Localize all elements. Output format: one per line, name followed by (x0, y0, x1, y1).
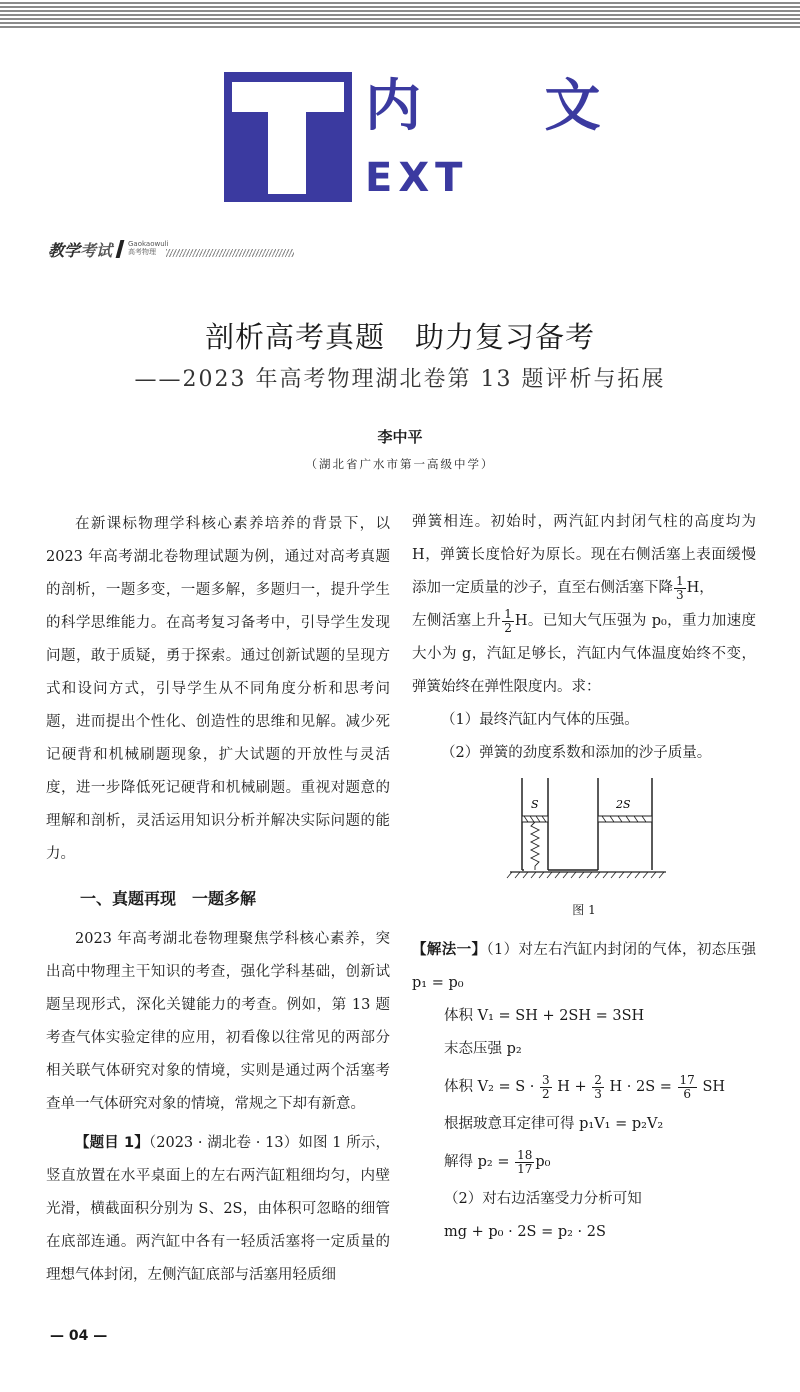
column-title-en: EXT (365, 155, 469, 201)
problem-continued (412, 506, 756, 605)
label-2s: 2S (616, 798, 631, 811)
question-1: （1）最终汽缸内气体的压强。 (441, 712, 639, 728)
section-tag-sub-cn: 高考物理 (128, 248, 156, 256)
section-tag-hatch (166, 249, 294, 257)
frac-den: 6 (683, 1086, 691, 1101)
eq-v2-part-b: H + (557, 1079, 587, 1095)
eq-force: mg + p₀ · 2S = p₂ · 2S (444, 1224, 606, 1240)
column-title: 内 文 (365, 74, 653, 139)
solution-intro: （1）对左右汽缸内封闭的气体，初态压强 p₁ = p₀ (412, 942, 756, 991)
section-tag-divider (116, 240, 125, 258)
frac-den: 3 (676, 587, 684, 602)
problem-cont-text-b: H， (686, 580, 714, 596)
solution-label: 【解法一】 (412, 942, 487, 958)
section-heading: 一、真题再现 一题多解 (80, 889, 257, 908)
section-tag-label (48, 238, 112, 261)
frac-den: 2 (542, 1086, 550, 1101)
fraction-one-half (502, 608, 514, 635)
section-tag-sub-en: Gaokaowuli (128, 240, 169, 248)
section-paragraph: 2023 年高考湖北卷物理聚焦学科核心素养，突出高中物理主干知识的考查，强化学科基础，创新试题呈现形式，深化关键能力的考查。例如，第 13 题考查气体实验定律的应用，初看像以往常见的两部分相关联气体研究对象的情境，实则是通过两个活塞考查单一气体研究对象的情境，常规之下却有新意。 (46, 931, 390, 1112)
frac-den: 2 (504, 620, 512, 635)
page-number: — 04 — (50, 1328, 108, 1344)
problem-continued-2 (412, 605, 756, 704)
figure-caption: 图 1 (572, 903, 596, 917)
frac-num: 1 (676, 573, 684, 588)
eq-pressure-2: 末态压强 p₂ (444, 1041, 522, 1057)
intro-paragraph: 在新课标物理学科核心素养培养的背景下，以2023 年高考湖北卷物理试题为例，通过对高考真题的剖析，一题多变，一题多解，多题归一，提升学生的科学思维能力。在高考复习备考中，引导学生发现问题，敢于质疑，勇于探索。通过创新试题的呈现方式和设问方式，引导学生从不同角度分析和思考问题，进而提出个性化、创造性的思维和见解。减少死记硬背和机械刷题现象，扩大试题的开放性与灵活度，进一步降低死记硬背和机械刷题。重视对题意的理解和剖析，灵活运用知识分析并解决实际问题的能力。 (46, 516, 390, 862)
label-s: S (531, 798, 539, 811)
problem-cont2-text: 左侧活塞上升 (412, 613, 502, 629)
left-column (46, 508, 390, 1292)
eq-v2-part-a: 体积 V₂ = S · (444, 1079, 535, 1095)
eq-v2-part-c: H · 2S = (609, 1079, 672, 1095)
frac-17-6 (678, 1074, 697, 1101)
eq-solve-part-a: 解得 p₂ = (444, 1154, 510, 1170)
eq-solve-part-b: p₀ (535, 1154, 551, 1170)
frac-num: 18 (517, 1147, 533, 1162)
eq-v2-part-d: SH (702, 1079, 726, 1095)
frac-num: 3 (542, 1072, 550, 1087)
figure-1 (412, 778, 756, 900)
column-logo-block (224, 72, 352, 202)
eq-solve (412, 1141, 756, 1183)
section-tag-part-b: 考试 (80, 241, 113, 260)
problem-text: （2023 · 湖北卷 · 13）如图 1 所示，竖直放置在水平桌面上的左右两汽缸粗细均匀，内壁光滑，横截面积分别为 S、2S，由体积可忽略的细管在底部连通。两汽缸中各有一轻质活塞将一定质量的理想气体封闭，左侧汽缸底部与活塞用轻质细 (46, 1135, 391, 1283)
frac-2-3 (592, 1074, 604, 1101)
frac-num: 1 (504, 606, 512, 621)
article-subtitle: ——2023 年高考物理湖北卷第 13 题评析与拓展 (134, 367, 666, 392)
frac-den: 17 (517, 1161, 533, 1176)
article-author: 李中平 (377, 428, 423, 446)
section-tag-part-a: 教学 (48, 241, 81, 260)
solution-paragraph (412, 934, 756, 1000)
top-stripe-band (0, 0, 800, 30)
problem-cont2-text-b: H。已知大气压强为 p₀，重力加速度大小为 g，汽缸足够长，汽缸内气体温度始终不变，弹簧始终在弹性限度内。求： (412, 613, 756, 695)
section-tag-sub (128, 240, 169, 256)
right-column (412, 506, 756, 1249)
frac-num: 17 (679, 1072, 695, 1087)
problem-cont-text: 弹簧相连。初始时，两汽缸内封闭气柱的高度均为 H，弹簧长度恰好为原长。现在右侧活塞上表面缓慢添加一定质量的沙子，直至右侧活塞下降 (412, 514, 756, 596)
eq-boyle: 根据玻意耳定律可得 p₁V₁ = p₂V₂ (444, 1116, 664, 1132)
part-2-heading: （2）对右边活塞受力分析可知 (444, 1191, 642, 1207)
fraction-one-third (674, 575, 686, 602)
logo-t-letter (224, 72, 352, 202)
article-title: 剖析高考真题 助力复习备考 (204, 320, 595, 354)
frac-den: 3 (594, 1086, 602, 1101)
problem-label: 【题目 1】 (75, 1135, 149, 1151)
section-tag (48, 238, 258, 262)
article-affiliation: （湖北省广水市第一高级中学） (305, 457, 495, 471)
question-2: （2）弹簧的劲度系数和添加的沙子质量。 (441, 745, 712, 761)
frac-18-17 (515, 1149, 534, 1176)
frac-num: 2 (594, 1072, 602, 1087)
cylinder-diagram (412, 778, 756, 900)
eq-volume-2 (412, 1066, 756, 1108)
frac-3-2 (540, 1074, 552, 1101)
eq-volume-1: 体积 V₁ = SH + 2SH = 3SH (444, 1008, 645, 1024)
problem-paragraph (46, 1127, 390, 1292)
